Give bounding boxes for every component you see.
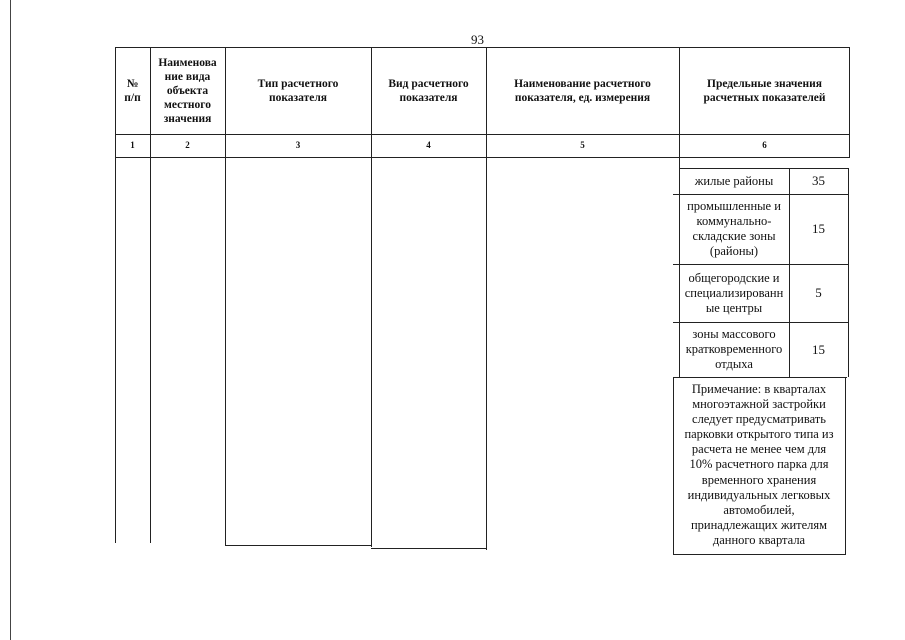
note-line: временного хранения bbox=[701, 472, 817, 487]
column-border bbox=[371, 47, 372, 547]
column-number: 6 bbox=[762, 140, 767, 150]
note-line: парковки открытого типа из bbox=[684, 427, 834, 442]
header-line: п/п bbox=[124, 92, 141, 104]
header-col-indicator-type bbox=[225, 48, 371, 134]
note-line: данного квартала bbox=[712, 532, 806, 547]
limit-zone-line: отдыха bbox=[715, 357, 753, 371]
limit-zone-line: ые центры bbox=[705, 300, 763, 315]
note-line: расчета не менее чем для bbox=[691, 442, 827, 457]
limits-border bbox=[673, 377, 847, 378]
limit-zone-line: общегородские и bbox=[688, 270, 780, 285]
column-border bbox=[115, 47, 116, 543]
column-number: 5 bbox=[580, 140, 585, 150]
header-line: Вид расчетного bbox=[388, 78, 469, 90]
limit-zone-line: зоны массового bbox=[692, 327, 776, 341]
column-border bbox=[849, 47, 850, 157]
note-text bbox=[674, 382, 844, 552]
header-line: Наименование расчетного bbox=[514, 78, 651, 90]
limit-zone-line: (районы) bbox=[709, 244, 759, 258]
limit-value: 5 bbox=[815, 285, 822, 300]
header-col-object-type bbox=[150, 48, 225, 134]
limit-zone-line: специализированн bbox=[684, 285, 784, 300]
limit-value: 15 bbox=[812, 221, 825, 236]
header-line: расчетных показателей bbox=[703, 92, 826, 104]
page-edge-line bbox=[10, 0, 11, 640]
header-line: Наименова bbox=[158, 57, 217, 69]
header-line: ние вида bbox=[164, 71, 211, 83]
column-border bbox=[486, 47, 487, 550]
header-col-indicator-kind bbox=[371, 48, 486, 134]
limit-zone-line: промышленные и bbox=[687, 199, 781, 213]
note-line: Примечание: в кварталах bbox=[691, 382, 827, 396]
column-number: 4 bbox=[426, 140, 431, 150]
header-col-limit-values bbox=[679, 48, 850, 134]
limit-value: 35 bbox=[812, 173, 825, 188]
header-col-number bbox=[115, 48, 150, 134]
limit-zone-name bbox=[679, 322, 789, 377]
note-line: индивидуальных легковых bbox=[687, 487, 831, 502]
header-col-indicator-name bbox=[486, 48, 679, 134]
row-border bbox=[225, 545, 371, 546]
limit-zone-name bbox=[679, 168, 789, 194]
header-line: местного bbox=[164, 99, 211, 111]
column-number: 1 bbox=[130, 140, 135, 150]
column-border bbox=[225, 47, 226, 545]
limits-border bbox=[848, 168, 849, 377]
header-line: объекта bbox=[166, 85, 209, 97]
header-line: Тип расчетного bbox=[257, 78, 339, 90]
note-line: многоэтажной застройки bbox=[692, 397, 826, 412]
limit-zone-line: складские зоны bbox=[692, 229, 776, 243]
limit-zone-line: коммунально- bbox=[696, 214, 772, 228]
limit-zone-line: жилые районы bbox=[694, 173, 774, 188]
header-line: значения bbox=[163, 113, 212, 125]
column-number: 2 bbox=[185, 140, 190, 150]
header-line: показателя bbox=[399, 92, 458, 104]
note-line: автомобилей, bbox=[723, 502, 795, 517]
header-line: Предельные значения bbox=[707, 78, 822, 90]
note-line: 10% расчетного парка для bbox=[689, 457, 829, 472]
header-line: показателя bbox=[268, 92, 328, 104]
note-line: следует предусматривать bbox=[692, 412, 826, 427]
row-border bbox=[371, 548, 486, 549]
note-line: принадлежащих жителям bbox=[690, 517, 828, 532]
note-border bbox=[673, 554, 846, 555]
limit-zone-line: кратковременного bbox=[685, 342, 783, 356]
note-border bbox=[845, 377, 846, 555]
page-number: 93 bbox=[471, 32, 484, 47]
column-border bbox=[150, 47, 151, 543]
limit-zone-name bbox=[679, 264, 789, 322]
header-line: № bbox=[126, 78, 139, 90]
header-line: показателя, ед. измерения bbox=[514, 92, 651, 104]
limit-zone-name bbox=[679, 194, 789, 264]
column-number: 3 bbox=[295, 140, 301, 150]
limit-value: 15 bbox=[812, 341, 825, 357]
